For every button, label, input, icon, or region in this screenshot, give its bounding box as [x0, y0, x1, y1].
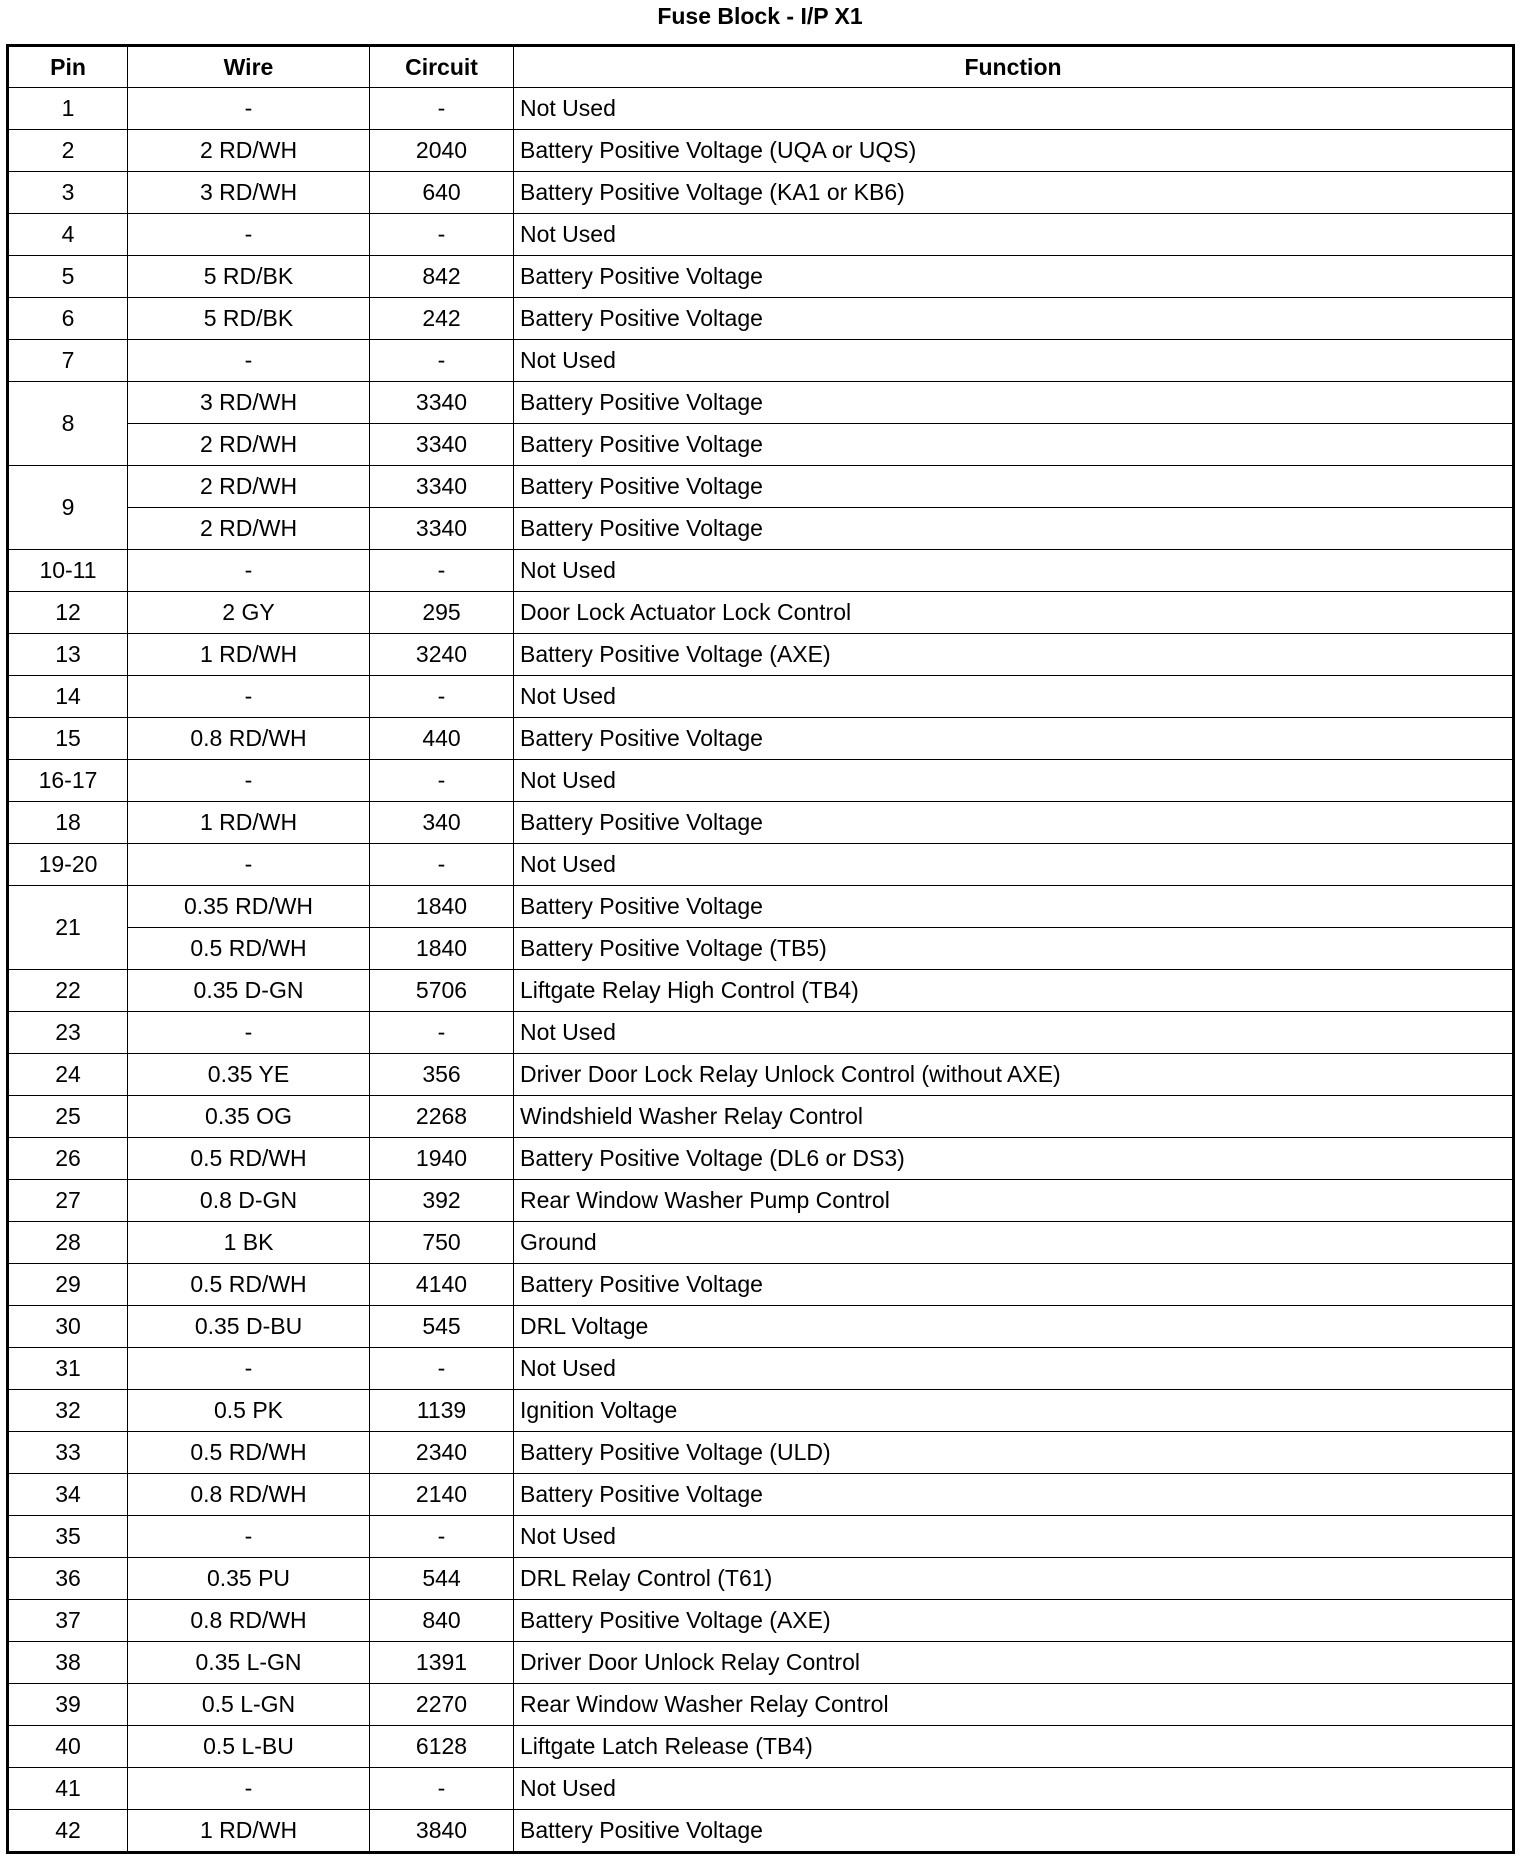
- pin-cell: 10-11: [8, 550, 128, 592]
- table-row: [8, 1222, 1514, 1264]
- pin-cell: 31: [8, 1348, 128, 1390]
- table-row: [8, 340, 1514, 382]
- table-row: [8, 760, 1514, 802]
- table-body: [8, 88, 1514, 1853]
- circuit-cell: 356: [370, 1054, 514, 1096]
- wire-cell: 0.5 L-BU: [128, 1726, 370, 1768]
- function-cell: Not Used: [514, 760, 1514, 802]
- wire-cell: 0.5 RD/WH: [128, 1432, 370, 1474]
- circuit-cell: -: [370, 1012, 514, 1054]
- circuit-cell: 3340: [370, 382, 514, 424]
- circuit-cell: 1940: [370, 1138, 514, 1180]
- circuit-cell: 5706: [370, 970, 514, 1012]
- circuit-cell: 1139: [370, 1390, 514, 1432]
- function-cell: Rear Window Washer Pump Control: [514, 1180, 1514, 1222]
- pin-cell: 32: [8, 1390, 128, 1432]
- pin-cell: 26: [8, 1138, 128, 1180]
- pin-cell: 37: [8, 1600, 128, 1642]
- pin-cell: 40: [8, 1726, 128, 1768]
- table-row: [8, 634, 1514, 676]
- function-cell: Not Used: [514, 676, 1514, 718]
- table-row: [8, 130, 1514, 172]
- wire-cell: 0.8 D-GN: [128, 1180, 370, 1222]
- function-cell: Battery Positive Voltage (UQA or UQS): [514, 130, 1514, 172]
- connector-pin-table: [6, 44, 1515, 1854]
- table-row: [8, 382, 1514, 424]
- table-row: [8, 88, 1514, 130]
- circuit-cell: 242: [370, 298, 514, 340]
- pin-cell: 30: [8, 1306, 128, 1348]
- function-cell: Battery Positive Voltage (AXE): [514, 1600, 1514, 1642]
- circuit-cell: 544: [370, 1558, 514, 1600]
- table-row: [8, 1642, 1514, 1684]
- pin-cell: 1: [8, 88, 128, 130]
- pin-cell: 42: [8, 1810, 128, 1853]
- function-column-header: Function: [514, 46, 1514, 88]
- circuit-cell: 750: [370, 1222, 514, 1264]
- pin-cell: 4: [8, 214, 128, 256]
- header-row: [8, 46, 1514, 88]
- pin-cell: 15: [8, 718, 128, 760]
- wire-cell: 1 RD/WH: [128, 1810, 370, 1853]
- circuit-cell: 2340: [370, 1432, 514, 1474]
- function-cell: Battery Positive Voltage: [514, 256, 1514, 298]
- table-row: [8, 802, 1514, 844]
- function-cell: Battery Positive Voltage: [514, 1264, 1514, 1306]
- wire-cell: -: [128, 1348, 370, 1390]
- table-row: [8, 424, 1514, 466]
- circuit-cell: 440: [370, 718, 514, 760]
- function-cell: Not Used: [514, 844, 1514, 886]
- pin-cell: 6: [8, 298, 128, 340]
- wire-cell: -: [128, 676, 370, 718]
- pin-cell: 13: [8, 634, 128, 676]
- wire-cell: 2 GY: [128, 592, 370, 634]
- function-cell: Liftgate Relay High Control (TB4): [514, 970, 1514, 1012]
- wire-cell: 2 RD/WH: [128, 424, 370, 466]
- table-row: [8, 298, 1514, 340]
- function-cell: Driver Door Lock Relay Unlock Control (without AXE): [514, 1054, 1514, 1096]
- function-cell: Battery Positive Voltage: [514, 382, 1514, 424]
- wire-column-header: Wire: [128, 46, 370, 88]
- circuit-cell: -: [370, 214, 514, 256]
- circuit-cell: 392: [370, 1180, 514, 1222]
- pin-cell: 35: [8, 1516, 128, 1558]
- wire-cell: 1 BK: [128, 1222, 370, 1264]
- wire-cell: 0.35 YE: [128, 1054, 370, 1096]
- table-row: [8, 1306, 1514, 1348]
- circuit-cell: 3840: [370, 1810, 514, 1853]
- table-row: [8, 1600, 1514, 1642]
- pin-cell: 25: [8, 1096, 128, 1138]
- pin-cell: 8: [8, 382, 128, 466]
- wire-cell: 0.8 RD/WH: [128, 718, 370, 760]
- wire-cell: 2 RD/WH: [128, 466, 370, 508]
- function-cell: Battery Positive Voltage (ULD): [514, 1432, 1514, 1474]
- table-row: [8, 718, 1514, 760]
- function-cell: Battery Positive Voltage: [514, 298, 1514, 340]
- wire-cell: 0.5 PK: [128, 1390, 370, 1432]
- circuit-cell: -: [370, 550, 514, 592]
- wire-cell: 0.5 RD/WH: [128, 1138, 370, 1180]
- table-row: [8, 970, 1514, 1012]
- circuit-cell: 3340: [370, 508, 514, 550]
- table-row: [8, 550, 1514, 592]
- function-cell: Not Used: [514, 1012, 1514, 1054]
- table-row: [8, 214, 1514, 256]
- pin-cell: 3: [8, 172, 128, 214]
- table-row: [8, 1726, 1514, 1768]
- table-title: Fuse Block - I/P X1: [657, 3, 863, 29]
- function-cell: Ground: [514, 1222, 1514, 1264]
- pin-cell: 9: [8, 466, 128, 550]
- pin-cell: 18: [8, 802, 128, 844]
- table-row: [8, 844, 1514, 886]
- wire-cell: -: [128, 340, 370, 382]
- circuit-cell: 3340: [370, 424, 514, 466]
- table-row: [8, 1768, 1514, 1810]
- function-cell: Battery Positive Voltage: [514, 718, 1514, 760]
- wire-cell: -: [128, 1768, 370, 1810]
- wire-cell: 1 RD/WH: [128, 634, 370, 676]
- wire-cell: 0.5 RD/WH: [128, 928, 370, 970]
- pin-cell: 29: [8, 1264, 128, 1306]
- function-cell: Not Used: [514, 214, 1514, 256]
- function-cell: Battery Positive Voltage: [514, 1474, 1514, 1516]
- function-cell: Battery Positive Voltage (KA1 or KB6): [514, 172, 1514, 214]
- circuit-cell: 1840: [370, 928, 514, 970]
- pin-cell: 27: [8, 1180, 128, 1222]
- table-row: [8, 1684, 1514, 1726]
- pin-cell: 38: [8, 1642, 128, 1684]
- table-row: [8, 1264, 1514, 1306]
- function-cell: Battery Positive Voltage: [514, 424, 1514, 466]
- function-cell: Battery Positive Voltage (AXE): [514, 634, 1514, 676]
- pin-cell: 19-20: [8, 844, 128, 886]
- table-row: [8, 676, 1514, 718]
- function-cell: DRL Voltage: [514, 1306, 1514, 1348]
- circuit-cell: 4140: [370, 1264, 514, 1306]
- circuit-cell: 295: [370, 592, 514, 634]
- function-cell: Battery Positive Voltage: [514, 1810, 1514, 1853]
- pin-cell: 39: [8, 1684, 128, 1726]
- table-row: [8, 1516, 1514, 1558]
- pin-cell: 21: [8, 886, 128, 970]
- wire-cell: 3 RD/WH: [128, 382, 370, 424]
- wire-cell: 0.35 RD/WH: [128, 886, 370, 928]
- wire-cell: -: [128, 760, 370, 802]
- pin-cell: 34: [8, 1474, 128, 1516]
- circuit-cell: 545: [370, 1306, 514, 1348]
- table-row: [8, 1096, 1514, 1138]
- table-row: [8, 466, 1514, 508]
- circuit-cell: -: [370, 1768, 514, 1810]
- circuit-cell: -: [370, 1516, 514, 1558]
- function-cell: Battery Positive Voltage: [514, 466, 1514, 508]
- circuit-cell: 640: [370, 172, 514, 214]
- pin-cell: 41: [8, 1768, 128, 1810]
- function-cell: Windshield Washer Relay Control: [514, 1096, 1514, 1138]
- function-cell: Not Used: [514, 340, 1514, 382]
- function-cell: Battery Positive Voltage: [514, 508, 1514, 550]
- wire-cell: 5 RD/BK: [128, 256, 370, 298]
- pin-cell: 7: [8, 340, 128, 382]
- pin-cell: 14: [8, 676, 128, 718]
- circuit-cell: 842: [370, 256, 514, 298]
- wire-cell: -: [128, 214, 370, 256]
- pin-cell: 2: [8, 130, 128, 172]
- pin-cell: 12: [8, 592, 128, 634]
- wire-cell: -: [128, 550, 370, 592]
- pin-column-header: Pin: [8, 46, 128, 88]
- table-row: [8, 1558, 1514, 1600]
- circuit-cell: -: [370, 676, 514, 718]
- circuit-cell: 3340: [370, 466, 514, 508]
- function-cell: Door Lock Actuator Lock Control: [514, 592, 1514, 634]
- circuit-cell: 6128: [370, 1726, 514, 1768]
- circuit-column-header: Circuit: [370, 46, 514, 88]
- function-cell: Not Used: [514, 550, 1514, 592]
- wire-cell: -: [128, 1516, 370, 1558]
- circuit-cell: 2268: [370, 1096, 514, 1138]
- function-cell: Not Used: [514, 88, 1514, 130]
- wire-cell: 1 RD/WH: [128, 802, 370, 844]
- wire-cell: 0.35 PU: [128, 1558, 370, 1600]
- wire-cell: 0.35 D-BU: [128, 1306, 370, 1348]
- table-row: [8, 1054, 1514, 1096]
- wire-cell: 0.8 RD/WH: [128, 1600, 370, 1642]
- wire-cell: 2 RD/WH: [128, 508, 370, 550]
- wire-cell: 5 RD/BK: [128, 298, 370, 340]
- function-cell: Liftgate Latch Release (TB4): [514, 1726, 1514, 1768]
- function-cell: Battery Positive Voltage: [514, 802, 1514, 844]
- circuit-cell: 1840: [370, 886, 514, 928]
- pin-cell: 36: [8, 1558, 128, 1600]
- table-row: [8, 256, 1514, 298]
- circuit-cell: 2040: [370, 130, 514, 172]
- pin-cell: 22: [8, 970, 128, 1012]
- pin-cell: 28: [8, 1222, 128, 1264]
- wire-cell: 0.35 D-GN: [128, 970, 370, 1012]
- table-row: [8, 1348, 1514, 1390]
- circuit-cell: -: [370, 340, 514, 382]
- function-cell: Battery Positive Voltage: [514, 886, 1514, 928]
- function-cell: Battery Positive Voltage (TB5): [514, 928, 1514, 970]
- wire-cell: 0.5 L-GN: [128, 1684, 370, 1726]
- wire-cell: -: [128, 844, 370, 886]
- table-row: [8, 1474, 1514, 1516]
- wire-cell: 0.5 RD/WH: [128, 1264, 370, 1306]
- function-cell: Not Used: [514, 1516, 1514, 1558]
- circuit-cell: 2140: [370, 1474, 514, 1516]
- wire-cell: -: [128, 88, 370, 130]
- function-cell: Battery Positive Voltage (DL6 or DS3): [514, 1138, 1514, 1180]
- wire-cell: 3 RD/WH: [128, 172, 370, 214]
- circuit-cell: -: [370, 844, 514, 886]
- function-cell: DRL Relay Control (T61): [514, 1558, 1514, 1600]
- table-row: [8, 172, 1514, 214]
- wire-cell: -: [128, 1012, 370, 1054]
- circuit-cell: -: [370, 760, 514, 802]
- wire-cell: 2 RD/WH: [128, 130, 370, 172]
- function-cell: Rear Window Washer Relay Control: [514, 1684, 1514, 1726]
- table-row: [8, 1810, 1514, 1853]
- function-cell: Driver Door Unlock Relay Control: [514, 1642, 1514, 1684]
- pin-cell: 23: [8, 1012, 128, 1054]
- pin-cell: 16-17: [8, 760, 128, 802]
- pin-cell: 5: [8, 256, 128, 298]
- table-row: [8, 1432, 1514, 1474]
- pin-cell: 24: [8, 1054, 128, 1096]
- circuit-cell: 840: [370, 1600, 514, 1642]
- pin-cell: 33: [8, 1432, 128, 1474]
- circuit-cell: -: [370, 88, 514, 130]
- table-row: [8, 1012, 1514, 1054]
- wire-cell: 0.35 OG: [128, 1096, 370, 1138]
- circuit-cell: 2270: [370, 1684, 514, 1726]
- table-row: [8, 508, 1514, 550]
- circuit-cell: 3240: [370, 634, 514, 676]
- wire-cell: 0.8 RD/WH: [128, 1474, 370, 1516]
- table-row: [8, 928, 1514, 970]
- circuit-cell: 1391: [370, 1642, 514, 1684]
- wire-cell: 0.35 L-GN: [128, 1642, 370, 1684]
- circuit-cell: 340: [370, 802, 514, 844]
- table-row: [8, 1180, 1514, 1222]
- function-cell: Not Used: [514, 1348, 1514, 1390]
- table-row: [8, 592, 1514, 634]
- table-row: [8, 1138, 1514, 1180]
- circuit-cell: -: [370, 1348, 514, 1390]
- table-row: [8, 1390, 1514, 1432]
- function-cell: Ignition Voltage: [514, 1390, 1514, 1432]
- table-row: [8, 886, 1514, 928]
- function-cell: Not Used: [514, 1768, 1514, 1810]
